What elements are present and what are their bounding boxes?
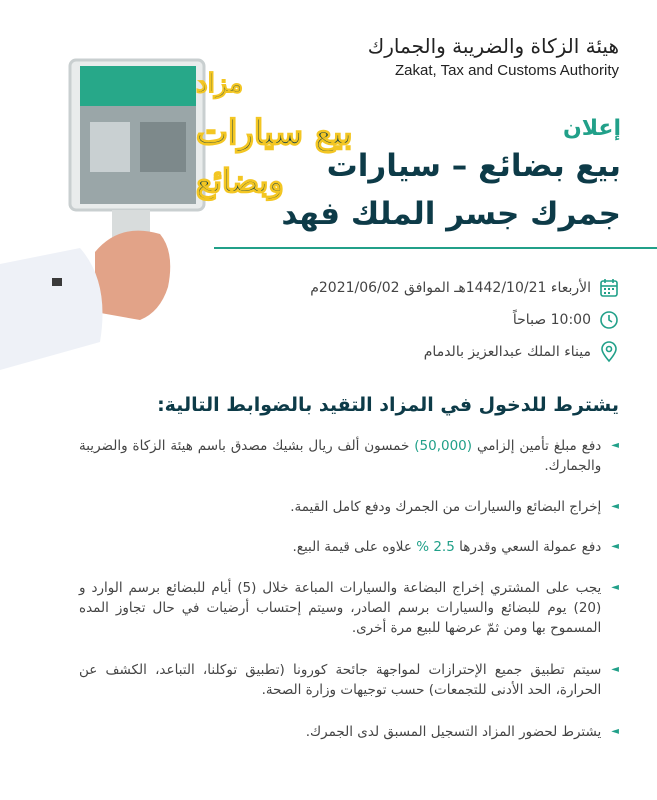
time-text: 10:00 صباحاً xyxy=(512,312,591,328)
date-row xyxy=(310,278,619,298)
clock-icon xyxy=(599,310,619,330)
hero-text-line2: بيع سيارات xyxy=(196,113,353,153)
bullet-arrow-icon: ◄ xyxy=(611,440,619,451)
divider xyxy=(214,247,657,249)
page-title-line1: بيع بضائع – سيارات xyxy=(326,148,621,184)
logo-english: Zakat, Tax and Customs Authority xyxy=(395,62,619,79)
hero-text-line1: مزاد xyxy=(196,69,244,99)
bullet-arrow-icon: ◄ xyxy=(611,541,619,552)
location-row xyxy=(424,341,619,363)
page-title-line2: جمرك جسر الملك فهد xyxy=(281,196,621,232)
bullet-arrow-icon: ◄ xyxy=(611,501,619,512)
hero-text-line3: وبضائع xyxy=(196,162,284,200)
date-text: الأربعاء 1442/10/21هـ الموافق 2021/06/02م xyxy=(310,280,591,296)
bullet-arrow-icon: ◄ xyxy=(611,726,619,737)
hero-hand-sign-image xyxy=(0,52,353,382)
list-item: ◄ دفع عمولة السعي وقدرها 2.5 % علاوه على قيمة البيع. xyxy=(292,539,619,555)
bullet-arrow-icon: ◄ xyxy=(611,582,619,593)
announcement-label: إعلان xyxy=(562,116,621,141)
location-pin-icon xyxy=(599,341,619,363)
list-item: ◄ يجب على المشتري إخراج البضاعة والسيارات المباعة خلال (5) أيام للبضائع برسم الوارد و (20) يوم للبضائع والسيارات برسم الصادر، وسيتم إحتساب أرضيات في حال تجاوز المده المسموح بها ومن ثمّ عرضها للبيع مرة أخرى. xyxy=(79,580,619,636)
logo-arabic: هيئة الزكاة والضريبة والجمارك xyxy=(367,34,619,58)
bullet-arrow-icon: ◄ xyxy=(611,664,619,675)
calendar-icon xyxy=(599,278,619,298)
list-item: ◄ يشترط لحضور المزاد التسجيل المسبق لدى الجمرك. xyxy=(305,724,619,740)
list-item: ◄ سيتم تطبيق جميع الإحترازات لمواجهة جائحة كورونا (تطبيق توكلنا، التباعد، الكشف عن الحرارة، الحد الأدنى للتجمعات) حسب توجيهات وزارة الصحة. xyxy=(79,662,619,698)
conditions-heading: يشترط للدخول في المزاد التقيد بالضوابط التالية: xyxy=(157,394,619,416)
list-item: ◄ إخراج البضائع والسيارات من الجمرك ودفع كامل القيمة. xyxy=(290,499,619,515)
location-text: ميناء الملك عبدالعزيز بالدمام xyxy=(423,344,591,360)
list-item: ◄ دفع مبلغ تأمين إلزامي (50,000) خمسون ألف ريال بشيك مصدق باسم هيئة الزكاة والضريبة والجمارك. xyxy=(79,438,619,474)
time-row xyxy=(513,310,619,330)
